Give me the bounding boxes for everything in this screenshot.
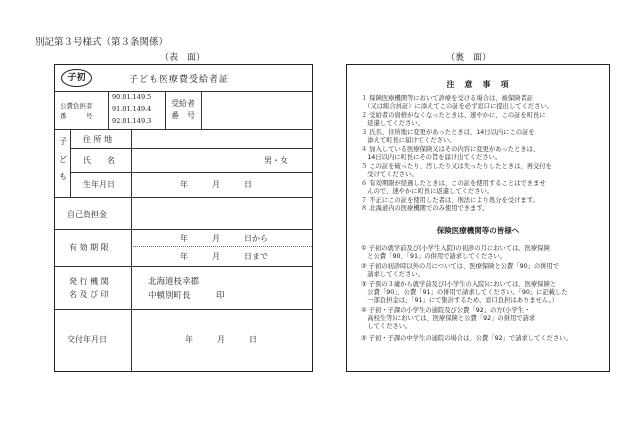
note-line: ２ 受給者の資格がなくなったときは、速やかに、この証を町長に	[361, 112, 546, 119]
providers-title: 保険医療機関等の皆様へ	[436, 226, 520, 235]
note-line: んので、速やかに町長に返還してください。	[361, 188, 494, 195]
recipient-number-label: 受給者	[171, 99, 195, 108]
provider-line: してください。	[361, 323, 412, 330]
note-line: 14日以内に町長にその旨を届け出てください。	[361, 154, 502, 161]
payer-number-1: 90.01.149.5	[112, 93, 152, 101]
back-side-label: （裏 面）	[446, 53, 492, 63]
provider-line: 公費「90」、公費「91」の併用で請求してください。「90」に記載した	[361, 289, 568, 296]
note-line: ６ 有効期限が経過したときは、この証を使用することはできませ	[361, 180, 546, 187]
card-mark: 子初	[61, 69, 92, 87]
front-side-label: （表 面）	[160, 53, 206, 63]
note-line: ７ 不正にこの証を使用した者は、刑法により処分を受けます。	[361, 197, 539, 204]
provider-line: 高校生等)においては、医療保険と公費「92」の併用で請求	[361, 315, 536, 322]
note-line: ３ 氏名、住所地に変更があったときは、14日以内にこの証を	[361, 129, 535, 136]
sex-label: 男・女	[264, 156, 288, 165]
note-line: 返還してください。	[361, 120, 424, 127]
note-line: ５ この証を破ったり、汚したり又は失ったりしたときは、再交付を	[361, 163, 552, 170]
note-line: ４ 加入している医療保険又はその内容に変更があったときは、	[361, 146, 540, 153]
form-title: 別記第３号様式（第３条関係）	[35, 37, 169, 48]
notes-title: 注 意 事 項	[446, 80, 510, 89]
child-label-3: も	[59, 172, 67, 181]
payer-number-2: 91.01.149.4	[112, 105, 152, 113]
note-line: （又は組合員証）に添えてこの証を必ず窓口に提出してください。	[361, 103, 554, 110]
provider-line: ② 子初の初診時以外の月については、医療保険と公費「90」の併用で	[361, 263, 560, 270]
payer-number-3: 92.01.149.3	[112, 117, 152, 125]
provider-line: と公費「90、「91」の併用で請求してください。	[361, 253, 507, 260]
provider-line: 一部負担金は、「91」にて集計するため、窓口負担はありません。）	[361, 297, 559, 304]
validity-from: 年 月 日から	[180, 234, 268, 243]
birth-date-label: 生年月日	[83, 180, 115, 189]
issuer-label-2: 名 及 び 印	[69, 290, 109, 299]
provider-line: ④ 子初・子課の小学生の通院及び公費「92」の方(小学生・	[361, 307, 531, 314]
provider-line: 請求してください。	[361, 271, 424, 278]
note-line: ８ 北海道内の医療機関でのみ使用できます。	[361, 205, 489, 212]
provider-line: ① 子初の就学前及び(小学生入院)の初診の月においては、医療保険	[361, 245, 550, 252]
note-line: １ 保険医療機関等において診療を受ける場合は、被保険者証	[361, 95, 534, 102]
recipient-number-label-2: 番 号	[171, 111, 195, 120]
issuer-name-1: 北海道枝幸郡	[148, 277, 200, 287]
back-card	[346, 64, 610, 372]
birth-date-value: 年 月 日	[180, 180, 252, 189]
child-label-2: ど	[59, 155, 67, 164]
card-title: 子ども医療費受給者証	[129, 75, 230, 85]
note-line: 受けてください。	[361, 171, 418, 178]
issue-date-label: 交付年月日	[67, 335, 107, 344]
payer-number-label: 公費負担者	[60, 102, 93, 110]
issuer-label: 発 行 機 関	[69, 277, 109, 286]
issue-date-value: 年 月 日	[185, 335, 257, 344]
provider-line: ③ 子票の３歳から就学前及び(小学生の入院)においては、医療保険と	[361, 281, 557, 288]
provider-line: ⑤ 子初・子課の中学生の通院の場合は、公費「92」で請求してください。	[361, 335, 572, 342]
validity-label: 有 効 期 限	[69, 243, 109, 252]
issuer-name-2: 中頓別町長 印	[148, 291, 225, 301]
payer-number-label-2: 番 号	[60, 112, 93, 120]
validity-to: 年 月 日まで	[180, 252, 268, 261]
child-label-1: 子	[59, 137, 67, 146]
copay-label: 自己負担金	[67, 210, 107, 219]
note-line: 添えて町長に届けてください。	[361, 137, 456, 144]
front-card	[54, 64, 313, 372]
name-label: 氏 名	[83, 156, 115, 165]
address-label: 住 所 地	[83, 135, 113, 144]
